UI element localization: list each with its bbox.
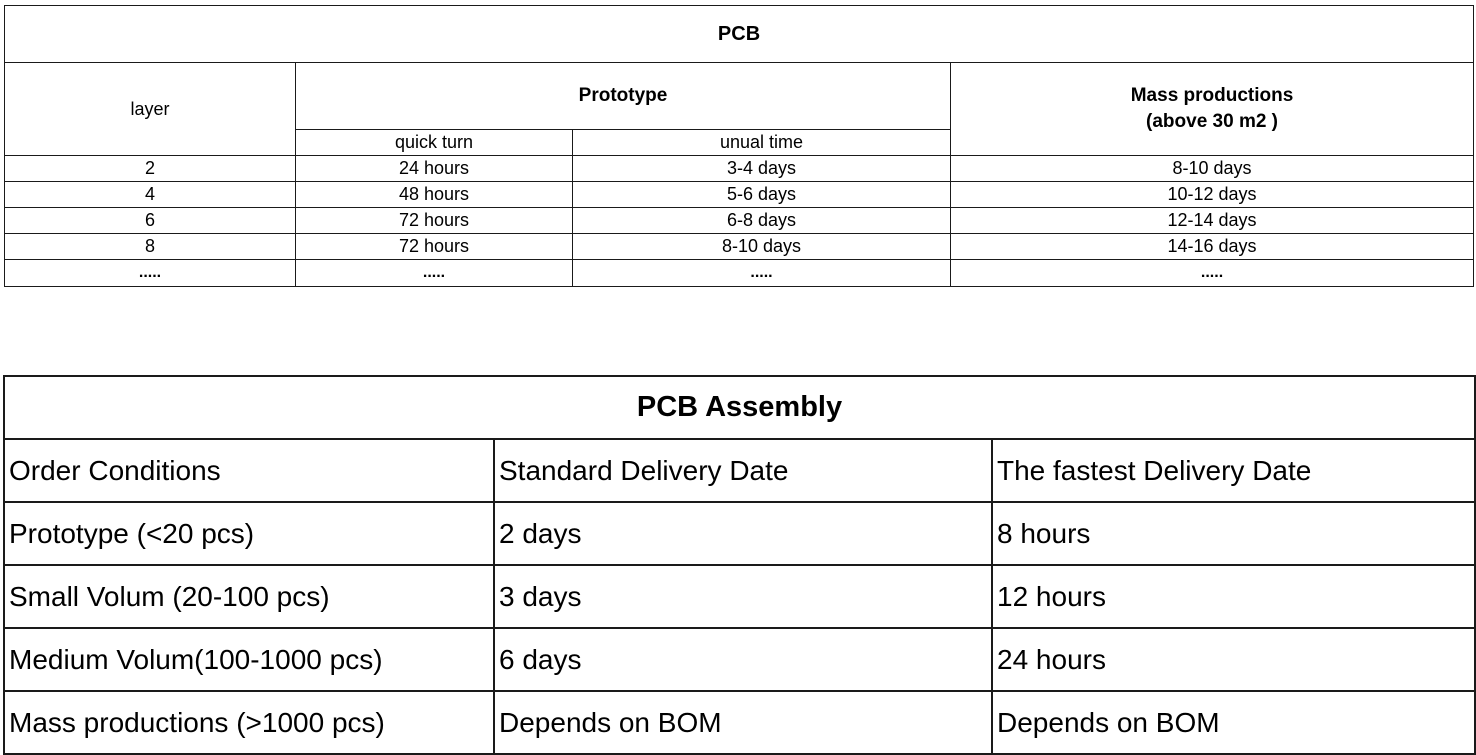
fastest-delivery-cell: Depends on BOM [992,691,1475,754]
quick-turn-cell: ..... [296,260,573,287]
table-row [5,156,1474,182]
order-conditions-header: Order Conditions [4,439,494,502]
assembly-header-row [4,439,1475,502]
layer-cell: 6 [5,208,296,234]
layer-cell: ..... [5,260,296,287]
table-row [4,628,1475,691]
quick-turn-cell: 72 hours [296,234,573,260]
standard-delivery-cell: 2 days [494,502,992,565]
standard-delivery-cell: 3 days [494,565,992,628]
fastest-delivery-cell: 8 hours [992,502,1475,565]
table-row [5,182,1474,208]
table-row [5,260,1474,287]
pcb-lead-time-table [4,5,1474,287]
mass-production-header [951,63,1474,156]
fastest-delivery-header: The fastest Delivery Date [992,439,1475,502]
mass-production-cell: 10-12 days [951,182,1474,208]
table-row [5,234,1474,260]
table-row [4,691,1475,754]
table-row [5,208,1474,234]
mass-production-header-line2: (above 30 m2 ) [1146,111,1279,132]
fastest-delivery-cell: 24 hours [992,628,1475,691]
quick-turn-cell: 24 hours [296,156,573,182]
table-row [4,502,1475,565]
standard-delivery-cell: Depends on BOM [494,691,992,754]
usual-time-cell: 8-10 days [573,234,951,260]
layer-header: layer [5,63,296,156]
usual-time-cell: 3-4 days [573,156,951,182]
mass-production-cell: ..... [951,260,1474,287]
order-condition-cell: Small Volum (20-100 pcs) [4,565,494,628]
standard-delivery-cell: 6 days [494,628,992,691]
layer-cell: 8 [5,234,296,260]
quick-turn-cell: 48 hours [296,182,573,208]
quick-turn-cell: 72 hours [296,208,573,234]
layer-cell: 2 [5,156,296,182]
usual-time-cell: 5-6 days [573,182,951,208]
mass-production-cell: 12-14 days [951,208,1474,234]
usual-time-cell: 6-8 days [573,208,951,234]
prototype-header: Prototype [296,63,951,130]
fastest-delivery-cell: 12 hours [992,565,1475,628]
table-row [4,565,1475,628]
pcb-table-title: PCB [5,6,1474,63]
order-condition-cell: Mass productions (>1000 pcs) [4,691,494,754]
standard-delivery-header: Standard Delivery Date [494,439,992,502]
quick-turn-header: quick turn [296,130,573,156]
order-condition-cell: Prototype (<20 pcs) [4,502,494,565]
order-condition-cell: Medium Volum(100-1000 pcs) [4,628,494,691]
usual-time-header: unual time [573,130,951,156]
layer-cell: 4 [5,182,296,208]
mass-production-cell: 14-16 days [951,234,1474,260]
mass-production-cell: 8-10 days [951,156,1474,182]
usual-time-cell: ..... [573,260,951,287]
assembly-table-title: PCB Assembly [4,376,1475,439]
pcb-assembly-table [3,375,1476,755]
mass-production-header-line1: Mass productions [1130,85,1294,106]
